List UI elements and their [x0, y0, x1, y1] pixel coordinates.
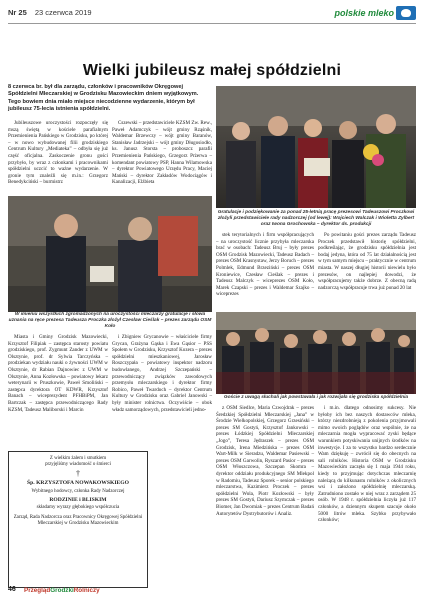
footer-logo-part-2: Grodzki: [50, 587, 74, 594]
column-1-text: Jubileuszowe uroczystości rozpoczęły się mszą świętą w kościele parafialnym Przemienienia Pańskiego w Grodzisku, po której – w nowo wybudowanej filii grodziskiego Centrum Kultury „Mediateka” – odbyła się już część oficjalna. Zaskoczenie gronu gości przybyło, by wraz z członkami i pracownikami spółdzielni uczcić to ważne wydarzenie. W gronie tym znaleźli się m.in.: Grzegorz Benedykciński – burmistrz: [8, 120, 108, 186]
article-column-3: [216, 232, 314, 298]
issue-number: Nr 25: [8, 8, 27, 17]
column-3-text: stek terytorialnych i firm współpracujących – na uroczystość licznie przybyła mleczarska brać w osobach: Tadeusz Bruj – były prezes OSM Grodzisk Mazowiecki, Tadeusz Badach – prezes OSM Krasnystaw, Jerzy Boruch – prezes Polmlek, Edmund Brzeziński – prezes OSM Kroniewice, Czesław Cieślak – prezes i Tadeusz Malczyk – wiceprezes OSM Koło, Marek Czapski – prezes i Waldemar Szajko – wiceprezes: [216, 232, 314, 298]
obituary-line-3: Wybitnego hodowcy, członka Rady Nadzorczej: [31, 488, 125, 494]
page-header: [8, 4, 416, 24]
brand-text: polskie mleko: [334, 8, 394, 18]
article-column-4: [318, 232, 416, 291]
photo-speech-caption: W imieniu wszystkich zgromadzonych na uroczystości mleczarzy gratulacje i słowa uznania na ręce prezesa Tadeusza Proczka złożył Czesław Cieślak – prezes zarządu OSM Koło: [8, 312, 212, 329]
issue-info: [8, 8, 92, 17]
column-5-text: Miasta i Gminy Grodzisk Mazowiecki, Krzysztof Filipiak – zastępca starosty powiatu grodziskiego, prof. Zygmunt Zander z UWM w Olsztynie, prof. dr Sylwia Tarczyńska – prodziekan wydziału nauki o żywności UWM w Olsztynie, dr Rabian Dajnowiec z UWM w Olsztynie, Anna Kozłowska – powiatowy lekarz weterynarii w Pruszkowie, Paweł Smoliński – zastępca dyrektora OT KDWR, Krzysztof Banach – wiceprezydent PFHBiPM, Jan Bartczak – zastępca przewodniczącego Rady KZSM, Tadeusz Maliborski i Marcin: [8, 334, 108, 413]
photo-speech: [8, 196, 212, 312]
obituary-name: Śp. KRZYSZTOFA NOWAKOWSKIEGO: [27, 480, 129, 487]
obituary-line-2: przyjęliśmy wiadomość o śmierci: [45, 462, 111, 468]
obituary-notice: [8, 451, 148, 588]
article-column-7: [216, 405, 314, 517]
obituary-line-4: składamy wyrazy głębokiego współczucia: [36, 505, 120, 511]
obituary-signature: Zarząd, Rada Nadzorcza oraz Pracownicy Okręgowej Spółdzielni Mleczarskiej w Grodzisku Mazowieckim: [13, 515, 143, 527]
footer-logo: [24, 587, 100, 594]
column-7-text: z OSM Siedlce, Maria Czwojdrak – prezes Średzkiej Spółdzielni Mleczarskiej „Jana” w Środzie Wielkopolskiej, Grzegorz Grzesiński – prezes SM Gostyń, Krzysztof Jankowski – prezes Łódzkiej Spółdzielni Mleczarskiej „Jogo”, Teresa Jędraszek – prezes OSM Grodzisk, Irena Miedzińska – prezes OSM Wart-Milk w Sieradzu, Waldemar Pasiewski – prezes OSM Garwolin, Ryszard Pasior – prezes OSM Włoszczowa, Szczepan Skomra – dyrektor oddziału produkcyjnego SM Mlekpol w Radomiu, Tadeusz Sporek – senior polskiego mleczarstwa, Kazimierz Proczek – prezes spółdzielni Wola, Piotr Kozłowski – były prezes SM Gostyń, Dariusz Szymczak – prezes Biomer, Jan Dworniak – prezes Centrum Badań Autorytetów Dystrybutorów i Analiz.: [216, 405, 314, 517]
photo-gratulations: [216, 86, 416, 208]
photo-gratulations-caption: Gratulacje i podziękowanie za ponad 25-letnią pracę prezesowi Tadeuszowi Proczkowi złożyli przedstawiciele rady nadzorczej (od lewej): Wojciech Walczak i Wioletta Zylbert oraz Iwona Grochowska – dyrektor ds. produkcji: [217, 210, 415, 227]
column-6-text: i Zbigniew Grycanowie – właściciele firmy Grycan, Grażyna Gąska i Ewa Gąsior – PSS Społem w Grodzisku, Krzysztof Kozera – prezes spółdzielni mieszkaniowej, Jarosław Roszczypała – powiatowy inspektor nadzoru budowlanego, Andrzej Szczepański – przewodniczący związków zawodowych przemysłu mleczarskiego i dyrektor firmy Robico, Paweł Twardoch – dyrektor Centrum Kultury w Grodzisku oraz Gabriel Janowski – były minister rolnictwa. Oczywiście – obok władz samorządowych, przedstawicieli jedno-: [112, 334, 212, 413]
article-lead: 8 czerwca br. był dla zarządu, członków i pracowników Okręgowej Spółdzielni Mleczarskiej w Grodzisku Mazowieckim dniem wyjątkowym. Tego bowiem dnia miało miejsce niecodzienne wydarzenie, którym był jubileusz 75-lecia istnienia spółdzielni.: [8, 84, 199, 113]
photo-audience: [216, 312, 416, 394]
obituary-family: RODZINIE i BLISKIM: [49, 496, 107, 503]
column-4-text: Po powitaniu gości prezes zarządu Tadeusz Proczek przedstawił historię spółdzielni, podkreślając, że grodzisku spółdzielnia jest bodaj jedyna, która od 75 lat działalnością jest w tym samym miejscu – praktycznie w centrum miasta. W naszej długiej historii niewielu było prezesów, on najlepiej dowodzi, że współpracujemy także dobrze. Z obecną radą nadzorczą współpracuje trwa już ponad 20 lat: [318, 232, 416, 291]
article-column-2: [112, 120, 212, 186]
cow-icon: [396, 6, 416, 20]
cross-icon: †: [76, 469, 80, 479]
photo-audience-caption: Goście z uwagą słuchali jak powstawała i jak rozwijała się grodziska spółdzielnia: [223, 395, 409, 400]
article-column-5: [8, 334, 108, 413]
article-column-1: [8, 120, 108, 186]
brand-logo: [334, 4, 416, 22]
page-footer: [8, 586, 416, 596]
obituary-line-1: Z wielkim żalem i smutkiem: [49, 456, 107, 461]
column-2-text: Cszewski – przedstawiciele KZSM Zw. Rew., Paweł Adamczyk – wójt gminy Rząśnik, Waldemar Brzewczy – wójt gminy Baranów, Stanisław Jadrzejski – wójt gminy Długosiodło, ks. Janusz Storsta – proboszcz parafii Przemienienia Pańskiego, Grzegorz Prżerwa – komendant powiatowy PSP, Hanna Wilamowska – dyrektor Powiatowego Urzędu Pracy, Maciej Mański – dyrektor Zakładów Wodociągów i Kanalizacji, Elżbieta: [112, 120, 212, 186]
column-8-text: i m.in. dlatego odnosimy sukcesy. Nie byłoby ich bez naszych dostawców mleka, którzy niezdrobnieją z pokolenia przyjmowali mimo swoich poglądów oraz wspólnie, że na mleczarnia mogła wypracować zyski będące warunkiem potyskiwania unijnych środków na inwestycje. I za to wszystko bardzo serdecznie Wam dziękuję – zwrócił się do obecnych na sali rolników. Historia OSM w Grodzisku Mazowieckim zaczęła się 1 maja 1944 roku, kiedy to przyjmując dotychczas mleczarnię należącą do kilkunastu rolników z okolicznych wsi i założono spółdzielnię mleczarską. Zatrudniono zostało w niej wraz z zarządem 25 osób. W 1948 r. spółdzielnia liczyła już 117 członków, a dziennym skupem szacuje około 5000 litrów mleka. Szybko przybywało członków;: [318, 405, 416, 524]
article-column-6: [112, 334, 212, 413]
footer-logo-part-3: Rolniczy: [73, 587, 100, 594]
issue-date: 23 czerwca 2019: [34, 8, 92, 17]
footer-logo-part-1: Przegląd: [24, 587, 51, 594]
page-number: 46: [8, 586, 16, 593]
article-headline: Wielki jubileusz małej spółdzielni: [82, 62, 342, 79]
article-column-8: [318, 405, 416, 524]
